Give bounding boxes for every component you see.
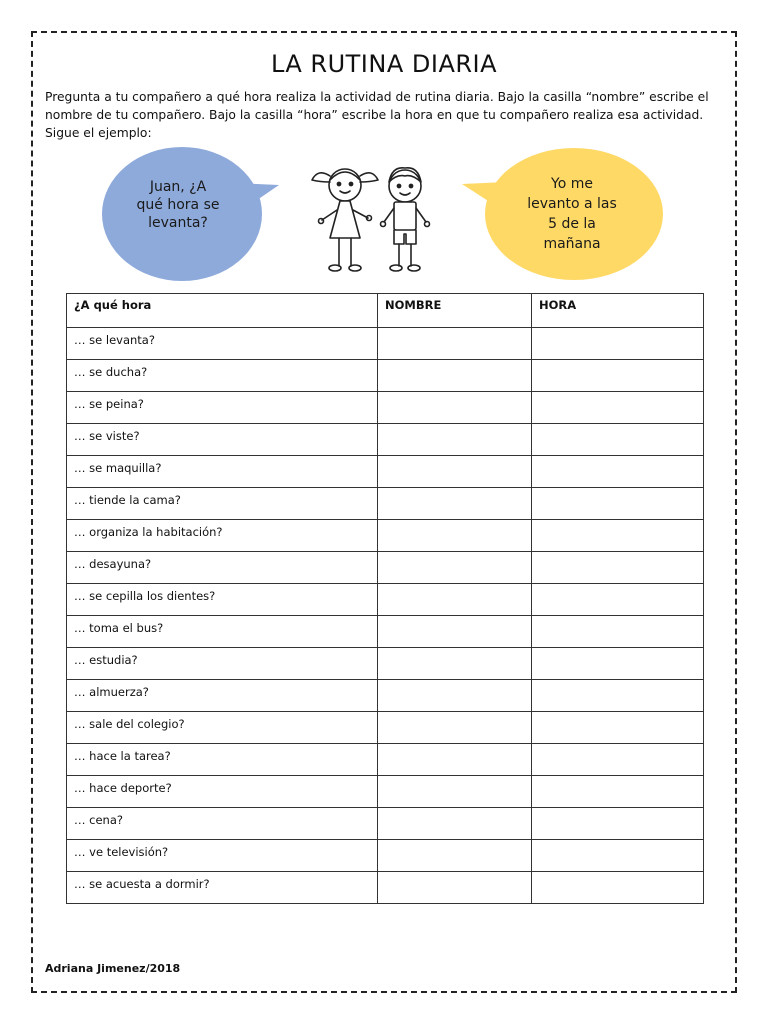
boy-figure-icon <box>381 168 430 271</box>
name-cell[interactable] <box>378 488 532 520</box>
time-cell[interactable] <box>532 328 704 360</box>
name-cell[interactable] <box>378 616 532 648</box>
activity-cell: … se peina? <box>67 392 378 424</box>
table-row <box>67 424 704 456</box>
table-row <box>67 552 704 584</box>
time-cell[interactable] <box>532 872 704 904</box>
time-cell[interactable] <box>532 808 704 840</box>
name-cell[interactable] <box>378 520 532 552</box>
table-row <box>67 840 704 872</box>
name-cell[interactable] <box>378 744 532 776</box>
name-cell[interactable] <box>378 680 532 712</box>
activity-cell: … se ducha? <box>67 360 378 392</box>
table-row <box>67 360 704 392</box>
activity-cell: … hace la tarea? <box>67 744 378 776</box>
activity-cell: … se levanta? <box>67 328 378 360</box>
time-cell[interactable] <box>532 840 704 872</box>
table-row <box>67 584 704 616</box>
time-cell[interactable] <box>532 360 704 392</box>
activity-cell: … se viste? <box>67 424 378 456</box>
table-row <box>67 808 704 840</box>
time-cell[interactable] <box>532 424 704 456</box>
table-row <box>67 744 704 776</box>
activity-cell: … cena? <box>67 808 378 840</box>
speech-bubble-right-text <box>510 174 634 254</box>
table-row <box>67 520 704 552</box>
instructions-text: Pregunta a tu compañero a qué hora realiza la actividad de rutina diaria. Bajo la casilla “nombre” escribe el nombre de tu compañero. Bajo la casilla “hora” escribe la hora en que tu compañero realiza esa actividad. Sigue el ejemplo: <box>45 90 709 140</box>
speech-bubble-right-tail <box>460 176 510 216</box>
speech-line: levanta? <box>148 215 208 231</box>
name-cell[interactable] <box>378 712 532 744</box>
speech-line: 5 de la <box>548 216 596 232</box>
header-time: HORA <box>532 294 704 328</box>
activity-cell: … hace deporte? <box>67 776 378 808</box>
author-footer: Adriana Jimenez/2018 <box>45 962 181 975</box>
girl-figure-icon <box>312 169 378 271</box>
activity-cell: … estudia? <box>67 648 378 680</box>
table-row <box>67 456 704 488</box>
table-row <box>67 872 704 904</box>
speech-line: Yo me <box>551 176 593 192</box>
table-row <box>67 776 704 808</box>
activity-cell: … desayuna? <box>67 552 378 584</box>
name-cell[interactable] <box>378 552 532 584</box>
name-cell[interactable] <box>378 328 532 360</box>
header-question: ¿A qué hora <box>67 294 378 328</box>
speech-line: mañana <box>543 236 601 252</box>
name-cell[interactable] <box>378 424 532 456</box>
time-cell[interactable] <box>532 616 704 648</box>
activity-cell: … sale del colegio? <box>67 712 378 744</box>
activity-cell: … se acuesta a dormir? <box>67 872 378 904</box>
time-cell[interactable] <box>532 584 704 616</box>
routine-table <box>66 293 704 904</box>
table-row <box>67 712 704 744</box>
name-cell[interactable] <box>378 648 532 680</box>
table-row <box>67 648 704 680</box>
speech-line: qué hora se <box>136 197 220 213</box>
header-name: NOMBRE <box>378 294 532 328</box>
table-row <box>67 488 704 520</box>
time-cell[interactable] <box>532 744 704 776</box>
table-row <box>67 328 704 360</box>
name-cell[interactable] <box>378 808 532 840</box>
activity-cell: … tiende la cama? <box>67 488 378 520</box>
table-row <box>67 680 704 712</box>
two-children-drawing-icon <box>300 160 440 280</box>
name-cell[interactable] <box>378 776 532 808</box>
name-cell[interactable] <box>378 456 532 488</box>
time-cell[interactable] <box>532 520 704 552</box>
time-cell[interactable] <box>532 488 704 520</box>
table-header-row <box>67 294 704 328</box>
speech-line: Juan, ¿A <box>149 179 207 195</box>
name-cell[interactable] <box>378 584 532 616</box>
time-cell[interactable] <box>532 712 704 744</box>
time-cell[interactable] <box>532 456 704 488</box>
activity-cell: … se cepilla los dientes? <box>67 584 378 616</box>
name-cell[interactable] <box>378 360 532 392</box>
speech-bubble-left-text <box>118 178 238 232</box>
activity-cell: … toma el bus? <box>67 616 378 648</box>
activity-cell: … ve televisión? <box>67 840 378 872</box>
table-row <box>67 392 704 424</box>
name-cell[interactable] <box>378 392 532 424</box>
speech-bubble-left-tail <box>235 175 285 215</box>
time-cell[interactable] <box>532 552 704 584</box>
name-cell[interactable] <box>378 872 532 904</box>
page-title: LA RUTINA DIARIA <box>270 50 498 78</box>
time-cell[interactable] <box>532 680 704 712</box>
time-cell[interactable] <box>532 392 704 424</box>
time-cell[interactable] <box>532 776 704 808</box>
speech-line: levanto a las <box>527 196 617 212</box>
name-cell[interactable] <box>378 840 532 872</box>
activity-cell: … organiza la habitación? <box>67 520 378 552</box>
time-cell[interactable] <box>532 648 704 680</box>
activity-cell: … almuerza? <box>67 680 378 712</box>
activity-cell: … se maquilla? <box>67 456 378 488</box>
table-row <box>67 616 704 648</box>
